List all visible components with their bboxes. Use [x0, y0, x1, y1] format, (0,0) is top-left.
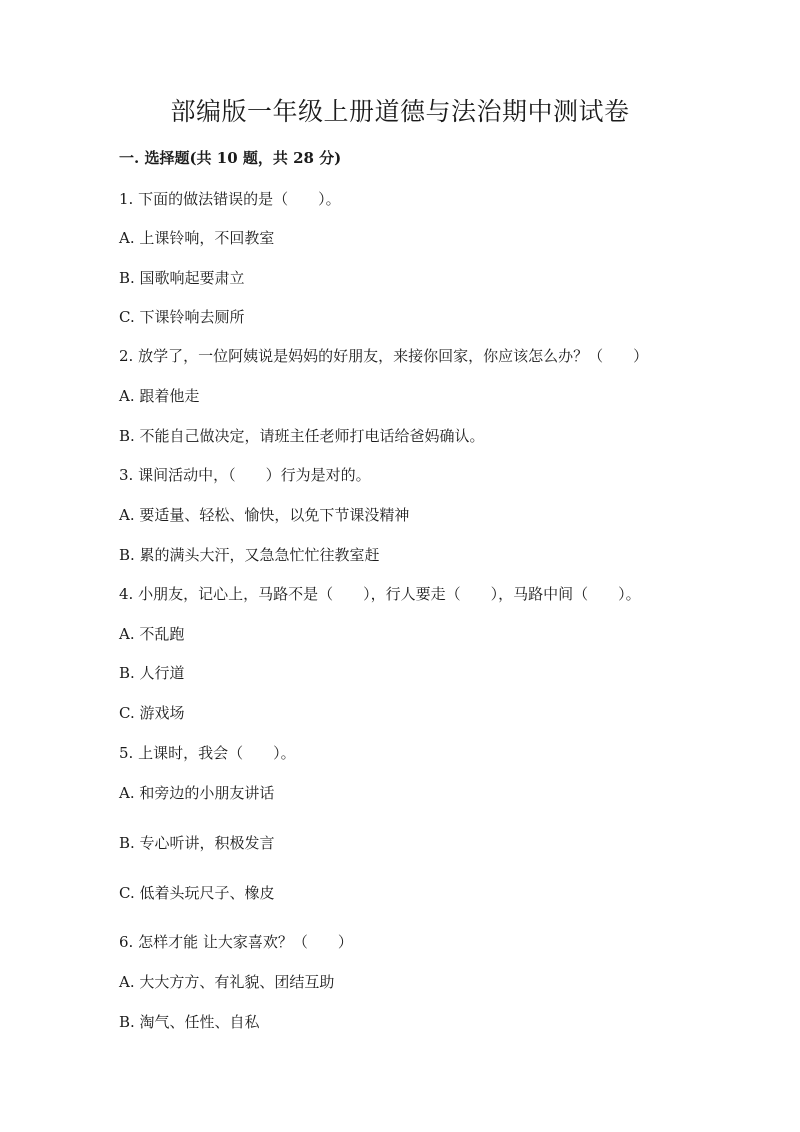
page-title: 部编版一年级上册道德与法治期中测试卷 — [170, 97, 630, 126]
question-3: 3. 课间活动中，（ ）行为是对的。 — [119, 466, 371, 484]
question-5-option-b: B. 专心听讲，积极发言 — [119, 834, 275, 852]
question-1-option-b: B. 国歌响起要肃立 — [119, 269, 245, 287]
question-4-option-a: A. 不乱跑 — [119, 625, 185, 643]
question-1: 1. 下面的做法错误的是（ ）。 — [119, 190, 341, 208]
question-5-option-a: A. 和旁边的小朋友讲话 — [119, 784, 275, 802]
question-1-option-a: A. 上课铃响，不回教室 — [119, 229, 275, 247]
question-3-option-b: B. 累的满头大汗，又急急忙忙往教室赶 — [119, 546, 380, 564]
question-6-option-b: B. 淘气、任性、自私 — [119, 1013, 260, 1031]
question-4: 4. 小朋友，记心上，马路不是（ ），行人要走（ ），马路中间（ ）。 — [119, 585, 641, 603]
question-4-option-c: C. 游戏场 — [119, 704, 185, 722]
question-6: 6. 怎样才能 让大家喜欢？（ ） — [119, 933, 353, 951]
section-heading: 一. 选择题(共 10 题，共 28 分) — [119, 149, 342, 167]
question-2-option-a: A. 跟着他走 — [119, 387, 200, 405]
question-2: 2. 放学了，一位阿姨说是妈妈的好朋友，来接你回家，你应该怎么办？（ ） — [119, 347, 649, 365]
question-5-option-c: C. 低着头玩尺子、橡皮 — [119, 884, 275, 902]
question-4-option-b: B. 人行道 — [119, 664, 185, 682]
question-5: 5. 上课时，我会（ ）。 — [119, 744, 296, 762]
question-6-option-a: A. 大大方方、有礼貌、团结互助 — [119, 973, 335, 991]
question-2-option-b: B. 不能自己做决定，请班主任老师打电话给爸妈确认。 — [119, 427, 485, 445]
question-3-option-a: A. 要适量、轻松、愉快，以免下节课没精神 — [119, 506, 410, 524]
question-1-option-c: C. 下课铃响去厕所 — [119, 308, 245, 326]
